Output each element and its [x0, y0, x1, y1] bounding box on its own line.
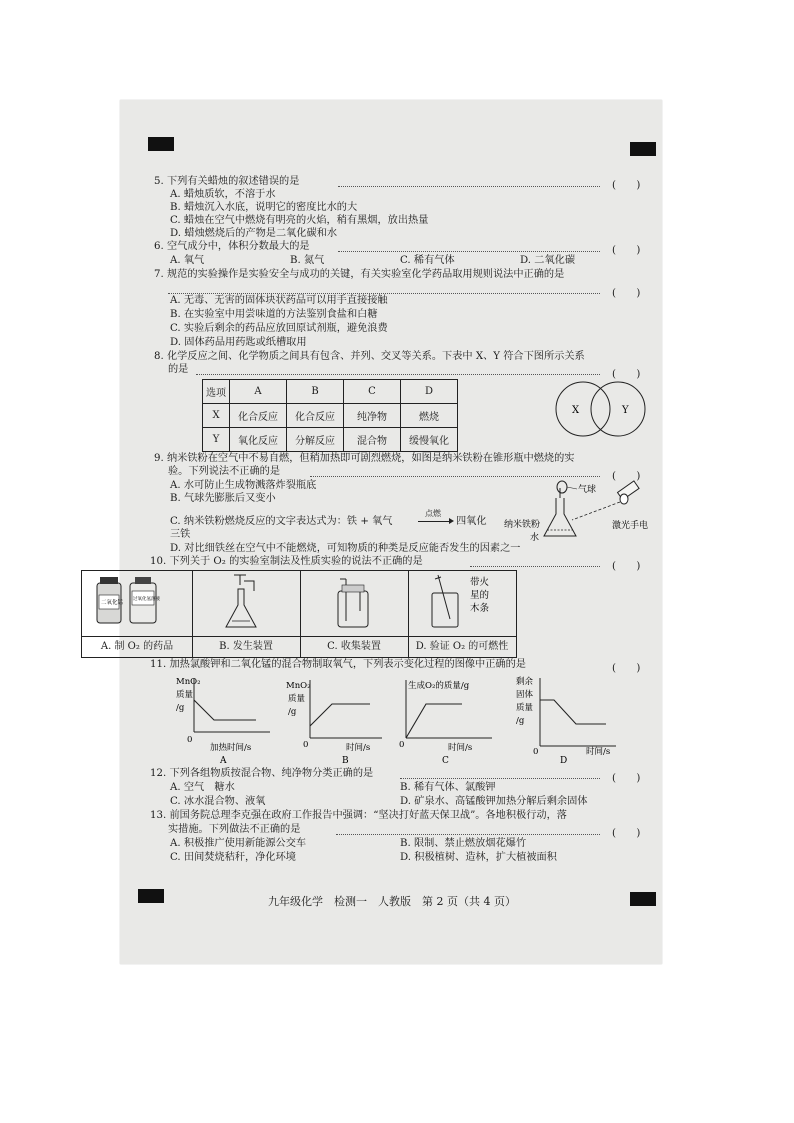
origin-label: 0 — [399, 740, 405, 750]
q11-graph-a — [170, 674, 280, 764]
q10-panel-d — [408, 571, 516, 657]
table-header-row — [203, 380, 458, 404]
q10-caption-b: B. 发生装置 — [192, 636, 300, 657]
q10-caption-a: A. 制 O₂ 的药品 — [82, 636, 192, 657]
y-axis-label: MnO₂ — [176, 677, 201, 687]
registration-mark — [630, 142, 656, 156]
q9-option-c-product-cont: 三铁 — [170, 529, 191, 540]
table-cell: A — [230, 380, 287, 404]
q11-graph-d — [512, 674, 622, 764]
q7-option-b: B. 在实验室中用尝味道的方法鉴别食盐和白糖 — [170, 309, 378, 320]
q12-stem: 12. 下列各组物质按混合物、纯净物分类正确的是 — [150, 768, 374, 779]
q9-option-d: D. 对比细铁丝在空气中不能燃烧，可知物质的种类是反应能否发生的因素之一 — [170, 543, 521, 554]
x-axis-label: 时间/s — [346, 743, 371, 753]
table-row — [203, 428, 458, 452]
q10-figure-table — [81, 570, 517, 658]
y-axis-label: 质量 — [176, 690, 194, 700]
reaction-condition: 点燃 — [425, 509, 441, 518]
laser-beam — [572, 502, 620, 520]
origin-label: 0 — [303, 740, 309, 750]
dotted-leader — [168, 293, 600, 294]
q10-panel-a — [82, 571, 193, 657]
answer-blank: ( ) — [612, 561, 641, 572]
registration-mark — [630, 892, 656, 906]
balloon-label: 气球 — [578, 485, 597, 495]
registration-mark — [148, 137, 174, 151]
reaction-arrow — [418, 521, 452, 522]
graph-letter: B — [342, 756, 349, 764]
x-axis-label: 时间/s — [448, 743, 473, 753]
y-axis-label: 固体 — [516, 690, 534, 700]
q7-stem: 7. 规范的实验操作是实验安全与成功的关键，有关实验室化学药品取用规则说法中正确的是 — [154, 269, 565, 280]
table-cell: 氧化反应 — [230, 428, 287, 452]
venn-circle-x — [556, 382, 610, 436]
dotted-leader — [338, 251, 600, 252]
generator-apparatus-icon — [192, 571, 300, 637]
curve-line — [194, 700, 256, 720]
table-row — [203, 404, 458, 428]
graph-letter: A — [220, 756, 227, 764]
q9-option-a: A. 水可防止生成物溅落炸裂瓶底 — [170, 480, 317, 491]
q9-stem-line2: 验。下列说法不正确的是 — [168, 466, 281, 477]
answer-blank: ( ) — [612, 369, 641, 380]
q9-option-c: C. 纳米铁粉燃烧反应的文字表达式为：铁 + 氧气 — [170, 516, 393, 527]
dotted-leader — [470, 566, 600, 567]
q13-option-c: C. 田间焚烧秸秆，净化环境 — [170, 852, 296, 863]
q10-caption-c: C. 收集装置 — [300, 636, 408, 657]
registration-mark — [138, 889, 164, 903]
q6-stem: 6. 空气成分中，体积分数最大的是 — [154, 241, 310, 252]
q9-option-c-product: 四氧化 — [456, 516, 487, 527]
y-axis-label: 生成O₂的质量/g — [408, 681, 470, 691]
q12-option-c: C. 冰水混合物、液氧 — [170, 796, 266, 807]
table-cell: 纯净物 — [344, 404, 401, 428]
q9-option-b: B. 气球先膨胀后又变小 — [170, 493, 276, 504]
q9-stem-line1: 9. 纳米铁粉在空气中不易自燃，但稍加热即可剧烈燃烧，如图是纳米铁粉在锥形瓶中燃烧的实 — [154, 453, 575, 464]
q9-apparatus-figure — [500, 478, 660, 548]
x-axis-label: 加热时间/s — [210, 743, 252, 753]
answer-blank: ( ) — [612, 828, 641, 839]
powder-label: 纳米铁粉 — [504, 520, 541, 530]
q11-stem: 11. 加热氯酸钾和二氧化锰的混合物制取氧气，下列表示变化过程的图像中正确的是 — [150, 659, 526, 670]
q5-option-c: C. 蜡烛在空气中燃烧有明亮的火焰，稍有黑烟，放出热量 — [170, 215, 429, 226]
splint-label-1: 带火 — [470, 577, 490, 588]
graph-letter: D — [560, 756, 568, 764]
q6-option-c: C. 稀有气体 — [400, 255, 455, 266]
q13-stem-line2: 实措施。下列做法不正确的是 — [168, 824, 301, 835]
curve-line — [406, 704, 462, 738]
splint-test-icon — [408, 571, 516, 637]
q12-option-d: D. 矿泉水、高锰酸钾加热分解后剩余固体 — [400, 796, 588, 807]
curve-line — [310, 704, 370, 726]
dotted-leader — [196, 374, 600, 375]
table-cell: C — [344, 380, 401, 404]
q12-option-b: B. 稀有气体、氯酸钾 — [400, 782, 496, 793]
graph-letter: C — [442, 756, 449, 764]
q6-option-d: D. 二氧化碳 — [520, 255, 576, 266]
laser-flashlight-icon — [618, 481, 640, 504]
q13-stem-line1: 13. 前国务院总理李克强在政府工作报告中强调：“坚决打好蓝天保卫战”。各地积极行动，落 — [150, 810, 567, 821]
table-cell: X — [203, 404, 230, 428]
splint-label-2: 星的 — [470, 590, 490, 601]
q7-option-a: A. 无毒、无害的固体块状药品可以用手直接接触 — [170, 295, 388, 306]
answer-blank: ( ) — [612, 180, 641, 191]
flashlight-label: 激光手电 — [612, 521, 649, 531]
y-axis-label: 质量 — [288, 694, 306, 704]
q8-stem-line1: 8. 化学反应之间、化学物质之间具有包含、并列、交叉等关系。下表中 X、Y 符合下图所示关系 — [154, 351, 585, 362]
q5-option-a: A. 蜡烛质软，不溶于水 — [170, 189, 276, 200]
q13-option-d: D. 积极植树、造林，扩大植被面积 — [400, 852, 557, 863]
answer-blank: ( ) — [612, 663, 641, 674]
table-cell: 燃烧 — [401, 404, 458, 428]
table-cell: 化合反应 — [230, 404, 287, 428]
venn-label-x: X — [572, 405, 580, 416]
x-axis-label: 时间/s — [586, 747, 611, 757]
collection-bottle-icon — [300, 571, 408, 637]
y-axis-label: MnO₂ — [286, 681, 311, 691]
origin-label: 0 — [187, 735, 193, 745]
table-cell: Y — [203, 428, 230, 452]
bottle-label-h2o2: 过氧化氢溶液 — [133, 597, 160, 602]
splint-label-3: 木条 — [470, 603, 490, 614]
venn-circle-y — [591, 382, 645, 436]
curve-line — [540, 700, 606, 724]
table-cell: 分解反应 — [287, 428, 344, 452]
reaction-arrow-head — [449, 518, 454, 524]
table-cell: 缓慢氧化 — [401, 428, 458, 452]
q8-stem-line2: 的是 — [168, 364, 189, 375]
q10-panel-b — [192, 571, 301, 657]
y-axis-label: /g — [176, 703, 185, 713]
q5-option-b: B. 蜡烛沉入水底，说明它的密度比水的大 — [170, 202, 358, 213]
balloon-pointer — [567, 487, 577, 489]
q8-venn-diagram — [552, 381, 652, 441]
q6-option-a: A. 氧气 — [170, 255, 205, 266]
water-label: 水 — [530, 533, 540, 543]
bottle-label-mno2: 二氧化锰 — [101, 600, 124, 606]
q13-option-b: B. 限制、禁止燃放烟花爆竹 — [400, 838, 527, 849]
q13-option-a: A. 积极推广使用新能源公交车 — [170, 838, 307, 849]
table-cell: 混合物 — [344, 428, 401, 452]
dotted-leader — [336, 834, 600, 835]
dotted-leader — [310, 476, 600, 477]
y-axis-label: /g — [516, 716, 525, 726]
page-footer: 九年级化学 检测一 人教版 第 2 页（共 4 页） — [268, 895, 516, 908]
y-axis-label: 质量 — [516, 703, 534, 713]
dotted-leader — [338, 186, 600, 187]
table-cell: B — [287, 380, 344, 404]
answer-blank: ( ) — [612, 773, 641, 784]
q10-caption-d: D. 验证 O₂ 的可燃性 — [408, 636, 516, 657]
venn-label-y: Y — [622, 405, 629, 416]
q12-option-a: A. 空气 糖水 — [170, 782, 235, 793]
q5-option-d: D. 蜡烛燃烧后的产物是二氧化碳和水 — [170, 228, 338, 239]
q5-stem: 5. 下列有关蜡烛的叙述错误的是 — [154, 176, 300, 187]
table-cell: 选项 — [203, 380, 230, 404]
q8-table — [202, 379, 458, 452]
dotted-leader — [400, 778, 600, 779]
q6-option-b: B. 氮气 — [290, 255, 325, 266]
y-axis-label: 剩余 — [516, 677, 534, 687]
y-axis-label: /g — [288, 707, 297, 717]
answer-blank: ( ) — [612, 471, 641, 482]
answer-blank: ( ) — [612, 245, 641, 256]
q10-panel-c — [300, 571, 409, 657]
answer-blank: ( ) — [612, 288, 641, 299]
reagent-bottles-icon — [82, 571, 192, 637]
q7-option-d: D. 固体药品用药匙或纸槽取用 — [170, 337, 307, 348]
origin-label: 0 — [533, 747, 539, 757]
balloon-shape — [557, 481, 567, 493]
q10-stem: 10. 下列关于 O₂ 的实验室制法及性质实验的说法不正确的是 — [150, 556, 423, 567]
table-cell: 化合反应 — [287, 404, 344, 428]
q7-option-c: C. 实验后剩余的药品应放回原试剂瓶，避免浪费 — [170, 323, 388, 334]
q11-graph-b — [282, 674, 392, 764]
q11-graph-c — [396, 674, 506, 764]
table-cell: D — [401, 380, 458, 404]
